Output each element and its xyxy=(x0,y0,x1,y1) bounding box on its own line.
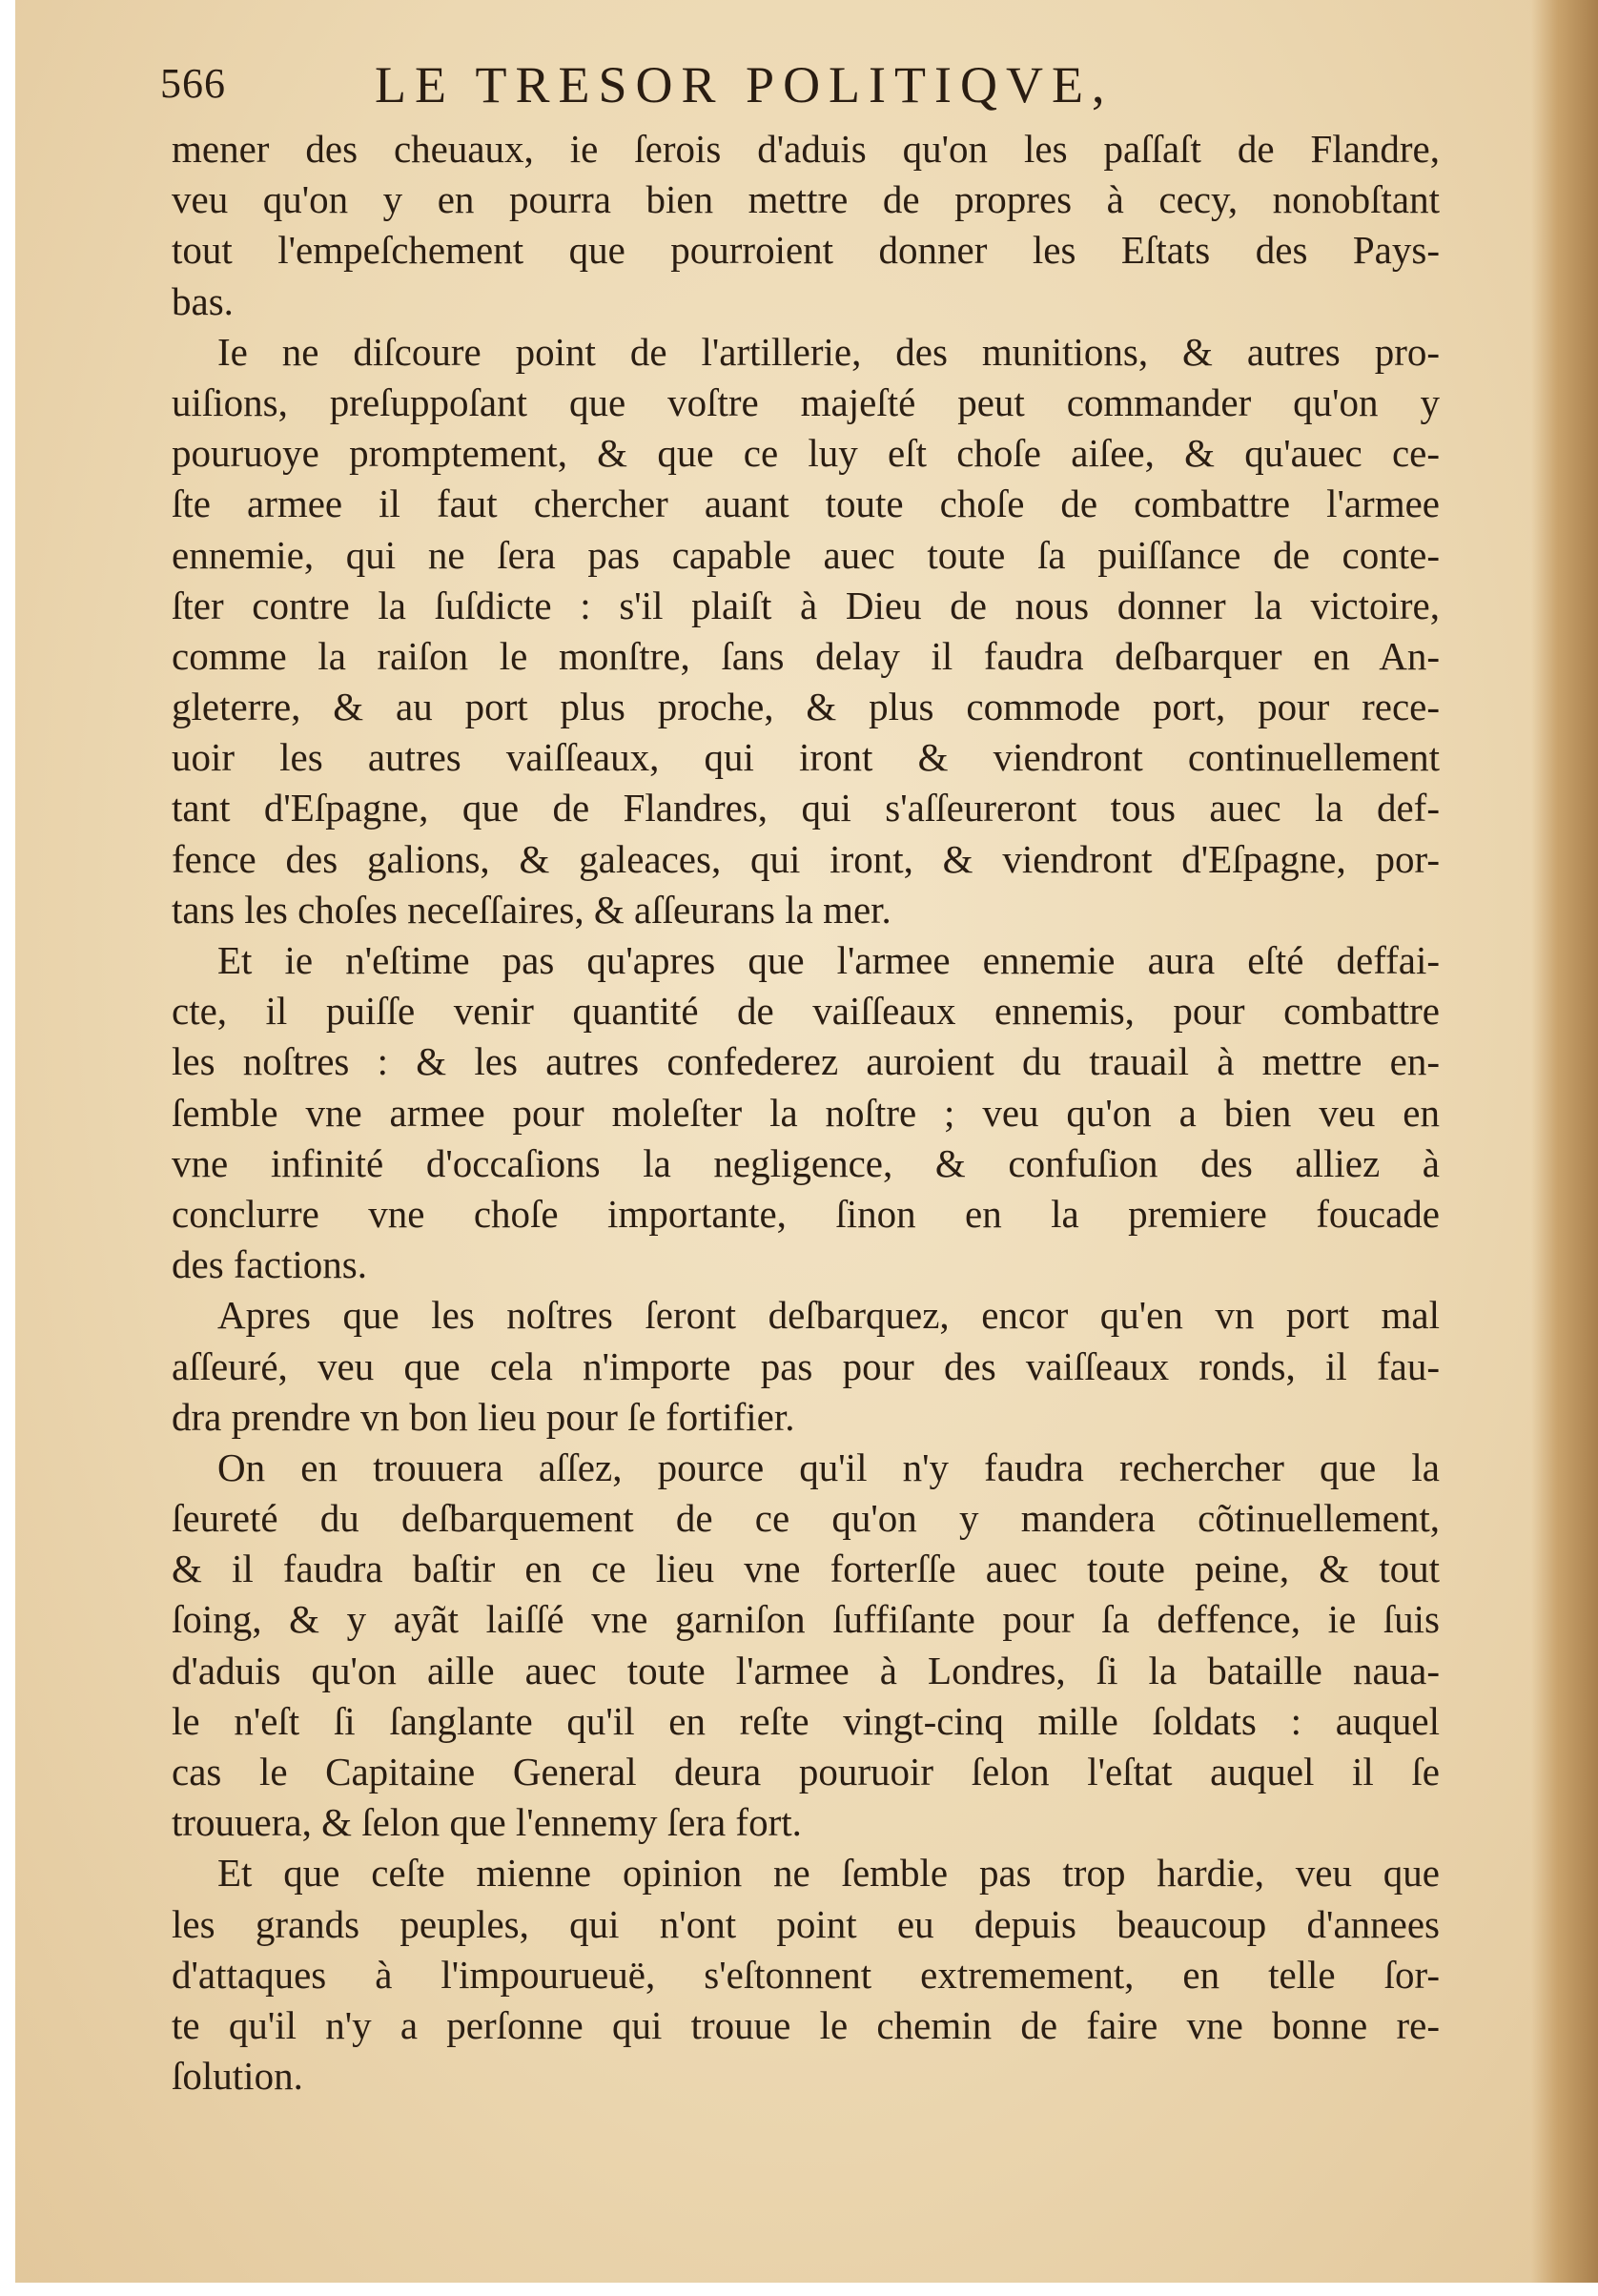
text-line: ennemie, qui ne ſera pas capable auec toute ſa puiſſance de conte- xyxy=(172,532,1440,577)
text-line: dra prendre vn bon lieu pour ſe fortifier. xyxy=(172,1394,795,1439)
text-line: vne infinité d'occaſions la negligence, & confuſion des alliez à xyxy=(172,1140,1440,1185)
text-line: des factions. xyxy=(172,1242,367,1287)
running-title: LE TRESOR POLITIQVE, xyxy=(375,56,1114,113)
text-line: trouuera, & ſelon que l'ennemy ſera fort. xyxy=(172,1800,802,1845)
body-text xyxy=(172,124,1440,2101)
text-line: mener des cheuaux, ie ſerois d'aduis qu'on les paſſaſt de Flandre, xyxy=(172,127,1440,171)
text-line: fence des galions, & galeaces, qui iront, & viendront d'Eſpagne, por- xyxy=(172,836,1440,881)
page-bottom-margin xyxy=(0,2283,1598,2296)
text-line: aſſeuré, veu que cela n'importe pas pour des vaiſſeaux ronds, il fau- xyxy=(172,1343,1440,1388)
page-gutter-shadow xyxy=(1531,0,1598,2296)
text-line: ſoing, & y ayãt laiſſé vne garniſon ſuffiſante pour ſa deffence, ie ſuis xyxy=(172,1597,1440,1642)
text-line: d'aduis qu'on aille auec toute l'armee à Londres, ſi la bataille naua- xyxy=(172,1648,1440,1692)
text-line: cas le Capitaine General deura pouruoir ſelon l'eſtat auquel il ſe xyxy=(172,1750,1440,1794)
text-line: pouruoye promptement, & que ce luy eſt choſe aiſee, & qu'auec ce- xyxy=(172,431,1440,476)
text-line: ſemble vne armee pour moleſter la noſtre ; veu qu'on a bien veu en xyxy=(172,1090,1440,1135)
text-line: tout l'empeſchement que pourroient donner les Eſtats des Pays- xyxy=(172,228,1440,273)
text-line: les grands peuples, qui n'ont point eu depuis beaucoup d'annees xyxy=(172,1901,1440,1946)
text-line: te qu'il n'y a perſonne qui trouue le chemin de faire vne bonne re- xyxy=(172,2002,1440,2047)
text-line: bas. xyxy=(172,278,234,323)
page-left-margin xyxy=(0,0,15,2296)
text-line: uiſions, preſuppoſant que voſtre majeſté peut commander qu'on y xyxy=(172,379,1440,424)
text-line: gleterre, & au port plus proche, & plus commode port, pour rece- xyxy=(172,685,1440,729)
text-line: Et que ceſte mienne opinion ne ſemble pas trop hardie, veu que xyxy=(217,1851,1440,1896)
text-line: Apres que les noſtres ſeront deſbarquez, encor qu'en vn port mal xyxy=(217,1293,1440,1338)
text-line: les noſtres : & les autres confederez auroient du trauail à mettre en- xyxy=(172,1039,1440,1084)
text-line: Ie ne diſcoure point de l'artillerie, des munitions, & autres pro- xyxy=(217,329,1440,374)
text-line: Et ie n'eſtime pas qu'apres que l'armee ennemie aura eſté deffai- xyxy=(217,938,1440,982)
text-line: comme la raiſon le monſtre, ſans delay il faudra deſbarquer en An- xyxy=(172,633,1440,678)
text-line: conclurre vne choſe importante, ſinon en la premiere foucade xyxy=(172,1191,1440,1236)
text-line: On en trouuera aſſez, pource qu'il n'y faudra rechercher que la xyxy=(217,1445,1440,1489)
text-line: d'attaques à l'impourueuë, s'eſtonnent extremement, en telle ſor- xyxy=(172,1952,1440,1997)
text-line: veu qu'on y en pourra bien mettre de propres à cecy, nonobſtant xyxy=(172,177,1440,222)
text-line: ſter contre la ſuſdicte : s'il plaiſt à Dieu de nous donner la victoire, xyxy=(172,583,1440,627)
text-line: ſeureté du deſbarquement de ce qu'on y mandera cõtinuellement, xyxy=(172,1496,1440,1541)
text-line: tans les choſes neceſſaires, & aſſeurans la mer. xyxy=(172,887,891,932)
text-line: uoir les autres vaiſſeaux, qui iront & viendront continuellement xyxy=(172,735,1440,780)
text-line: cte, il puiſſe venir quantité de vaiſſeaux ennemis, pour combattre xyxy=(172,989,1440,1034)
page-header xyxy=(160,56,1438,126)
text-line: le n'eſt ſi ſanglante qu'il en reſte vingt-cinq mille ſoldats : auquel xyxy=(172,1698,1440,1743)
page-number: 566 xyxy=(160,60,226,107)
text-line: ſolution. xyxy=(172,2054,303,2099)
text-line: tant d'Eſpagne, que de Flandres, qui s'aſſeureront tous auec la def- xyxy=(172,786,1440,830)
text-line: ſte armee il faut chercher auant toute choſe de combattre l'armee xyxy=(172,482,1440,526)
text-line: & il faudra baſtir en ce lieu vne forterſſe auec toute peine, & tout xyxy=(172,1547,1440,1591)
